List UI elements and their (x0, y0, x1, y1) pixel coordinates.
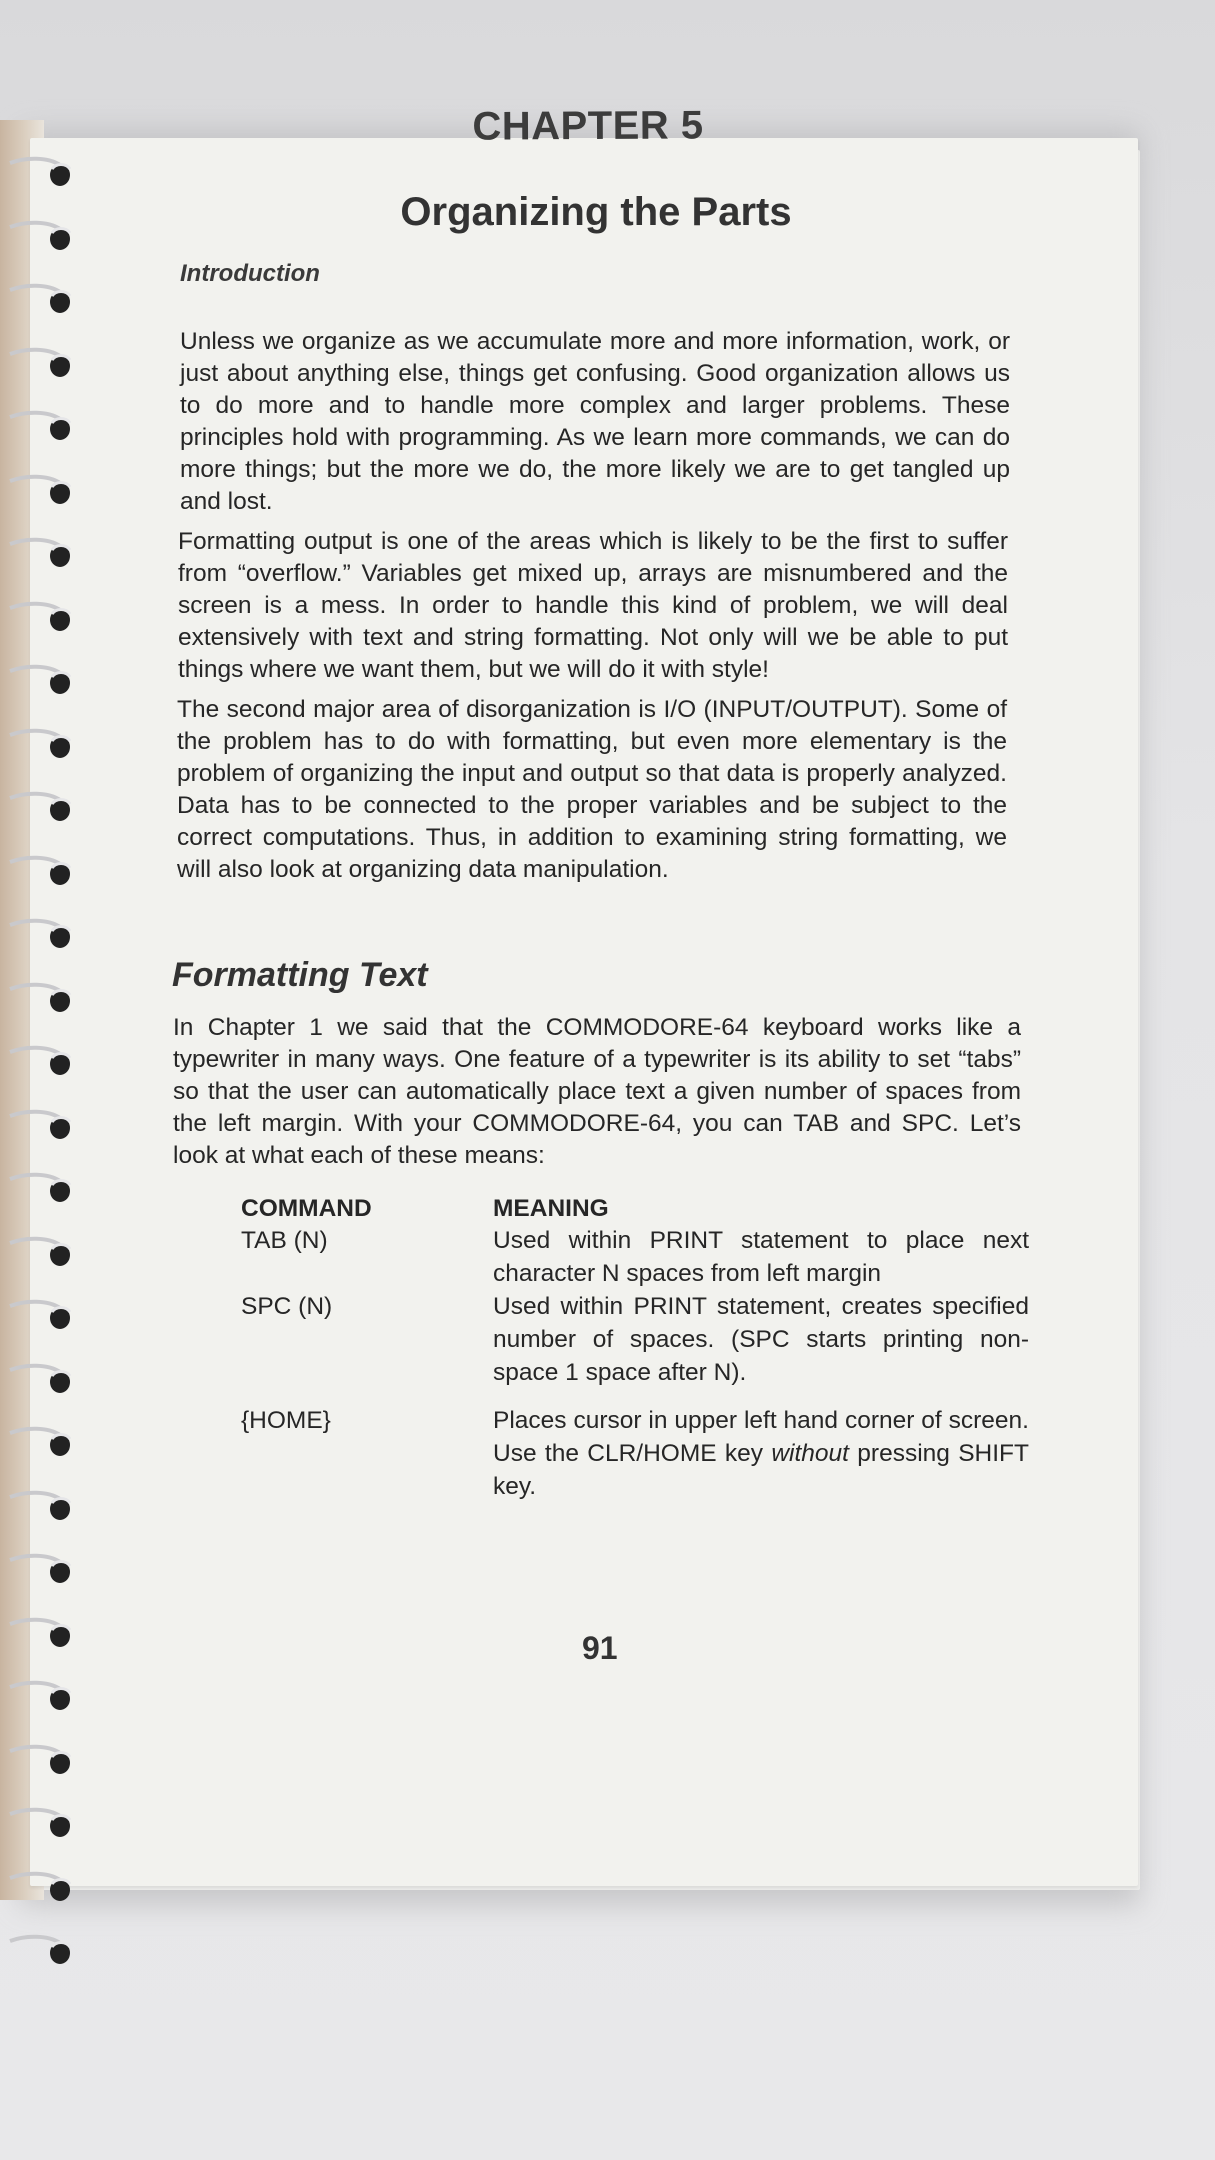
binding-coil (8, 1108, 74, 1142)
column-meaning: MEANING (493, 1195, 609, 1222)
binding-coil (8, 1489, 74, 1523)
binding-coil (8, 1552, 74, 1586)
meaning-text: pressing SHIFT key. (493, 1440, 1029, 1500)
binding-coil (8, 1362, 74, 1396)
binding-coil (8, 790, 74, 824)
binding-coil (8, 473, 74, 507)
binding-coil (8, 663, 74, 697)
binding-coil (8, 536, 74, 570)
binding-coil (8, 727, 74, 761)
binding-coil (8, 1870, 74, 1904)
meaning-emphasis: without (771, 1440, 849, 1467)
binding-coil (8, 1171, 74, 1205)
section-heading: Formatting Text (172, 956, 428, 994)
binding-coil (8, 1933, 74, 1967)
command-cell: {HOME} (241, 1407, 331, 1434)
page-number: 91 (582, 1630, 618, 1666)
binding-coil (8, 1044, 74, 1078)
binding-coil (8, 917, 74, 951)
binding-coil (8, 155, 74, 189)
binding-coil (8, 1298, 74, 1332)
binding-coil (8, 981, 74, 1015)
intro-heading: Introduction (180, 260, 320, 287)
binding-coil (8, 282, 74, 316)
meaning-cell: Used within PRINT statement to place next character N spaces from left margin (493, 1227, 1029, 1287)
binding-coil (8, 1743, 74, 1777)
chapter-title: Organizing the Parts (400, 190, 792, 234)
binding-coil (8, 409, 74, 443)
meaning-cell (493, 1404, 1029, 1503)
table-row (241, 1290, 1041, 1390)
paragraph-2: Formatting output is one of the areas which is likely to be the first to suffer from “overflow.” Variables get mixed up, arrays are misnumbered and the screen is a mess. In order to handle this kind of problem, we will deal extensively with text and string formatting. Not only will we be able to put things where we want them, but we will do it with style! (178, 528, 1008, 683)
meaning-cell: Used within PRINT statement, creates specified number of spaces. (SPC starts printing non-space 1 space after N). (493, 1293, 1029, 1386)
table-header (241, 1192, 1041, 1226)
chapter-label: CHAPTER 5 (472, 103, 704, 149)
paragraph-1: Unless we organize as we accumulate more and more information, work, or just about anything else, things get confusing. Good organization allows us to do more and to handle more complex and larger problems. These principles hold with programming. As we learn more commands, we can do more things; but the more we do, the more likely we are to get tangled up and lost. (180, 328, 1010, 515)
binding-coil (8, 854, 74, 888)
binding-coil (8, 600, 74, 634)
binding-coil (8, 219, 74, 253)
binding-coil (8, 1806, 74, 1840)
column-command: COMMAND (241, 1195, 372, 1222)
table-row (241, 1404, 1041, 1504)
formatting-paragraph: In Chapter 1 we said that the COMMODORE-64 keyboard works like a typewriter in many ways. One feature of a typewriter is its ability to set “tabs” so that the user can automatically place text a given number of spaces from the left margin. With your COMMODORE-64, you can TAB and SPC. Let’s look at what each of these means: (173, 1014, 1021, 1169)
table-row (241, 1224, 1041, 1294)
binding-coil (8, 1616, 74, 1650)
command-cell: SPC (N) (241, 1293, 333, 1320)
binding-coil (8, 1679, 74, 1713)
binding-coil (8, 1235, 74, 1269)
binding-coil (8, 1425, 74, 1459)
binding-coil (8, 346, 74, 380)
meaning-text: Places cursor in upper left hand corner of screen. Use the CLR/HOME key (493, 1407, 1029, 1467)
paragraph-3: The second major area of disorganization is I/O (INPUT/OUTPUT). Some of the problem has to do with formatting, but even more elementary is the problem of organizing the input and output so that data is properly analyzed. Data has to be connected to the proper variables and be subject to the correct computations. Thus, in addition to examining string formatting, we will also look at organizing data manipulation. (177, 696, 1007, 883)
command-cell: TAB (N) (241, 1227, 328, 1254)
